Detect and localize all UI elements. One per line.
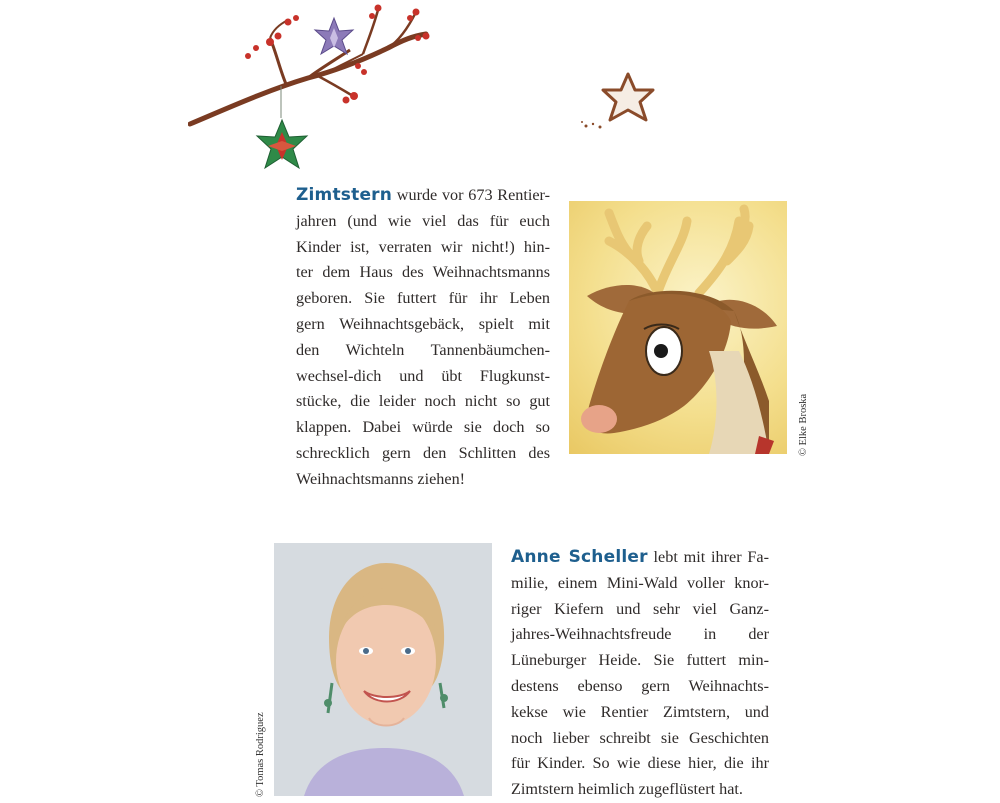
text-line: für Kinder. So wie diese hier, die ihr (511, 754, 769, 773)
text-line: geboren. Sie futtert für ihr Leben (296, 289, 550, 308)
text-line: schrecklich gern den Schlitten des (296, 443, 550, 462)
text-line: wechsel-dich und übt Flugkunst- (296, 366, 550, 385)
author-photo (274, 543, 492, 796)
text-line: stücke, die leider noch nicht so gut (296, 392, 550, 411)
text-line: Kinder ist, verraten wir nicht!) hin- (296, 237, 550, 256)
cookie-star-illustration (578, 70, 668, 140)
text-line: ter dem Haus des Weihnachtsmanns (296, 263, 550, 282)
photo-credit: © Tomas Rodriguez (255, 712, 266, 797)
text-line: klappen. Dabei würde sie doch so (296, 418, 550, 437)
text-line: Zimtstern heimlich zugeflüstert hat. (511, 780, 743, 799)
illustration-credit: © Elke Broska (798, 393, 809, 456)
text-line: lebt mit ihrer Fa- (647, 548, 770, 566)
text-line: gern Weihnachtsgebäck, spielt mit (296, 314, 550, 333)
author-name: Anne Scheller (511, 547, 648, 567)
zimtstern-description (296, 183, 550, 493)
text-line: destens ebenso gern Weihnachts- (511, 676, 769, 695)
holly-branch-illustration (188, 0, 438, 180)
character-name: Zimtstern (296, 185, 393, 205)
text-line: riger Kiefern und sehr viel Ganz- (511, 599, 769, 618)
text-line: Lüneburger Heide. Sie futtert min- (511, 651, 769, 670)
text-line: Weihnachtsmanns ziehen! (296, 469, 466, 488)
text-line: noch lieber schreibt sie Geschichten (511, 728, 769, 747)
text-line: jahres-Weihnachtsfreude in der (511, 625, 769, 644)
text-line: jahren (und wie viel das für euch (296, 211, 550, 230)
text-line: den Wichteln Tannenbäumchen- (296, 340, 550, 359)
author-description (511, 545, 769, 803)
text-line: kekse wie Rentier Zimtstern, und (511, 702, 769, 721)
text-line: wurde vor 673 Rentier- (392, 186, 550, 204)
reindeer-illustration (569, 201, 787, 454)
text-line: milie, einem Mini-Wald voller knor- (511, 573, 769, 592)
